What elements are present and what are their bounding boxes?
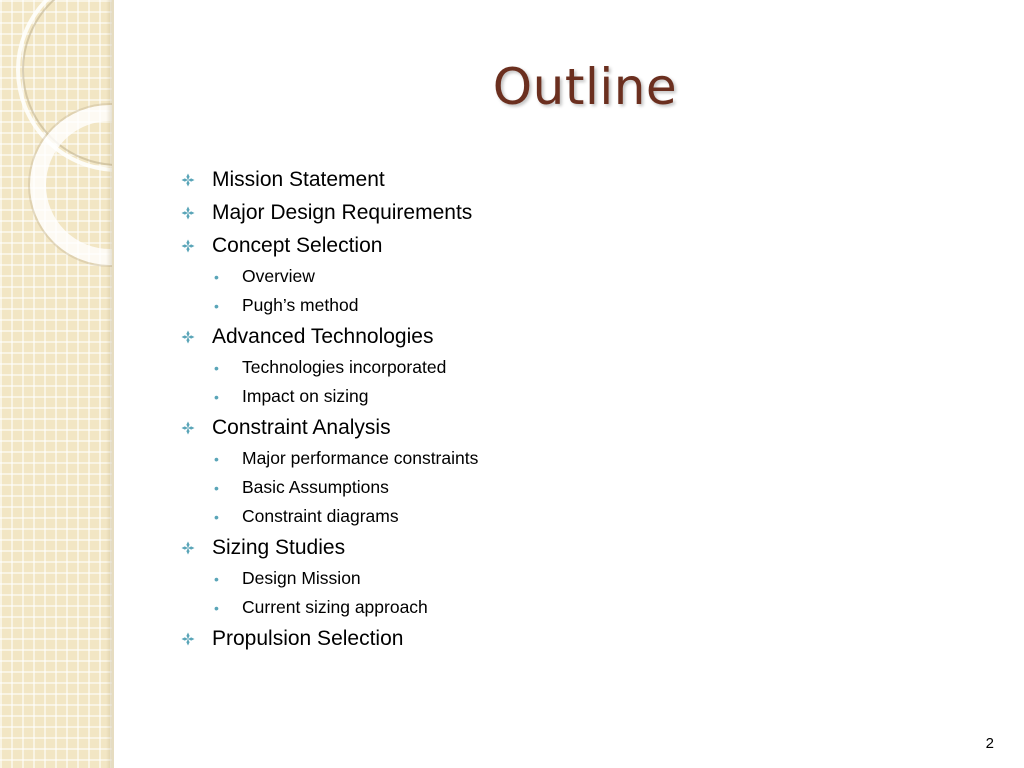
dot-bullet-icon: • (214, 359, 219, 376)
outline-subitem-label: Technologies incorporated (242, 357, 447, 377)
side-divider (112, 0, 114, 768)
outline-item (178, 622, 878, 655)
outline-subitem (178, 262, 878, 291)
outline-item-label: Propulsion Selection (212, 626, 404, 650)
outline-subitem-label: Pugh’s method (242, 295, 359, 315)
outline-subitem-label: Impact on sizing (242, 386, 369, 406)
dot-bullet-icon: • (214, 508, 219, 525)
page-number: 2 (985, 735, 994, 752)
diamond-bullet-icon (178, 173, 212, 187)
dot-bullet-icon: • (214, 268, 219, 285)
outline-subitem (178, 473, 878, 502)
outline-item (178, 411, 878, 444)
decorative-rings-icon (0, 0, 112, 260)
outline-item (178, 320, 878, 353)
outline-item (178, 196, 878, 229)
diamond-bullet-icon (178, 421, 212, 435)
dot-bullet-icon: • (214, 388, 219, 405)
outline-subitem (178, 291, 878, 320)
outline-item-label: Constraint Analysis (212, 415, 391, 439)
dot-bullet-icon: • (214, 479, 219, 496)
dot-bullet-icon: • (214, 450, 219, 467)
outline-item (178, 531, 878, 564)
diamond-bullet-icon (178, 206, 212, 220)
outline-subitem (178, 593, 878, 622)
outline-subitem-label: Basic Assumptions (242, 477, 389, 497)
decorative-side-panel (0, 0, 112, 768)
outline-item-label: Mission Statement (212, 167, 385, 191)
outline-subitem (178, 564, 878, 593)
outline-subitem-label: Design Mission (242, 568, 361, 588)
outline-subitem-label: Current sizing approach (242, 597, 428, 617)
outline-item-label: Major Design Requirements (212, 200, 473, 224)
outline-item (178, 229, 878, 262)
dot-bullet-icon: • (214, 599, 219, 616)
diamond-bullet-icon (178, 541, 212, 555)
outline-subitem (178, 382, 878, 411)
diamond-bullet-icon (178, 632, 212, 646)
outline-item-label: Concept Selection (212, 233, 383, 257)
outline-item (178, 163, 878, 196)
dot-bullet-icon: • (214, 297, 219, 314)
outline-subitem (178, 502, 878, 531)
diamond-bullet-icon (178, 330, 212, 344)
slide-title: Outline (492, 58, 678, 116)
outline-subitem-label: Overview (242, 266, 315, 286)
dot-bullet-icon: • (214, 570, 219, 587)
diamond-bullet-icon (178, 239, 212, 253)
outline-subitem (178, 353, 878, 382)
outline-list (178, 163, 878, 655)
outline-item-label: Advanced Technologies (212, 324, 434, 348)
outline-subitem-label: Constraint diagrams (242, 506, 399, 526)
outline-subitem-label: Major performance constraints (242, 448, 479, 468)
outline-subitem (178, 444, 878, 473)
outline-item-label: Sizing Studies (212, 535, 346, 559)
